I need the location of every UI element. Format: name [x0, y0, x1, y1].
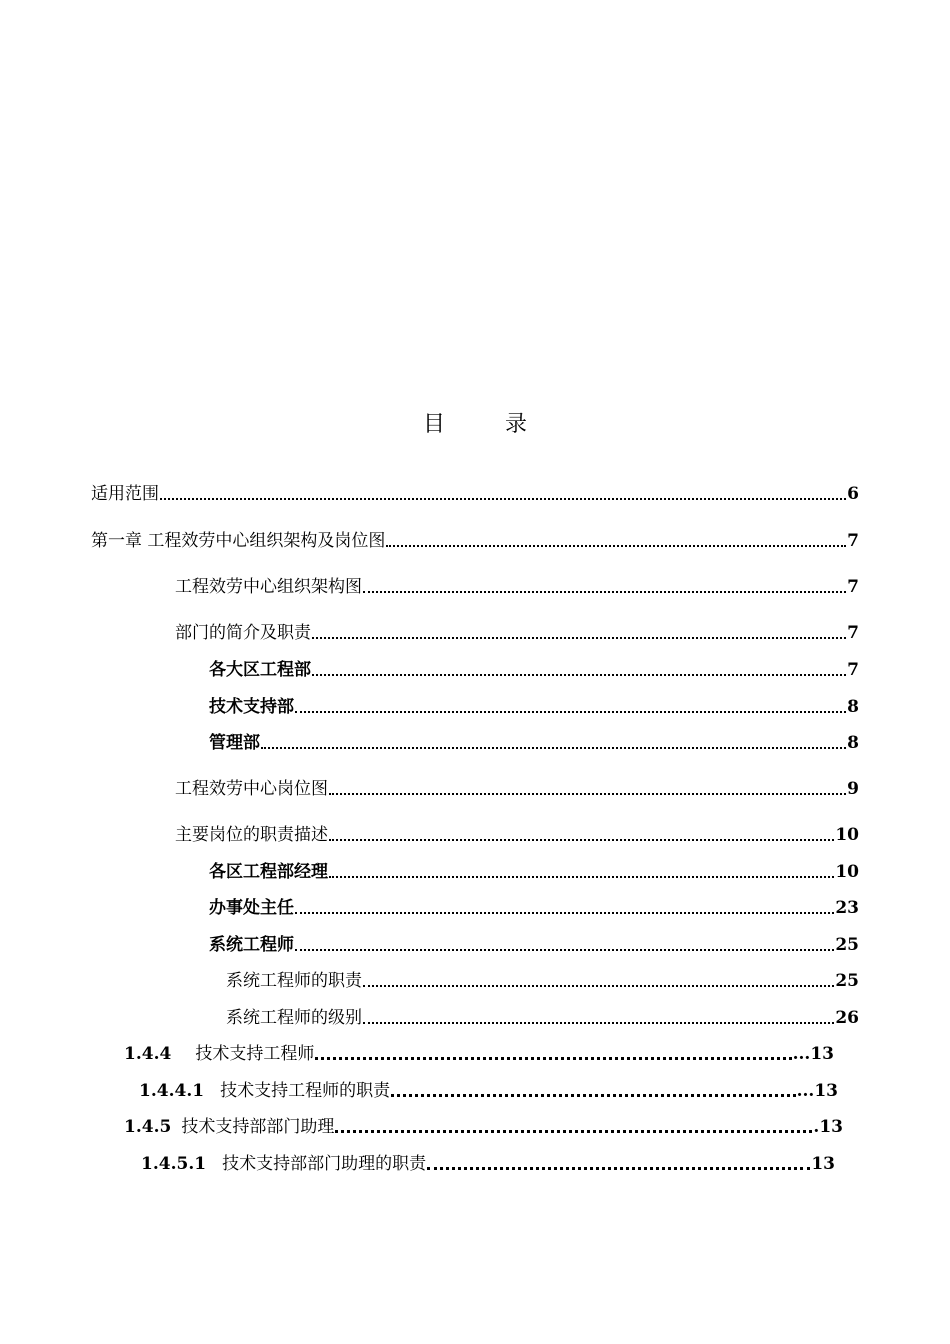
toc-entry-label: 第一章 工程效劳中心组织架构及岗位图: [91, 531, 386, 551]
toc-entry[interactable]: [209, 933, 859, 957]
toc-entry-page: 25: [835, 971, 859, 991]
toc-entry-label: 工程效劳中心岗位图: [175, 779, 328, 799]
toc-leader: [312, 637, 846, 639]
toc-entry[interactable]: [209, 860, 859, 884]
toc-entry-page: .13: [813, 1117, 843, 1137]
toc-entry-page: 8: [847, 733, 859, 753]
toc-entry-page: 7: [847, 531, 859, 551]
toc-leader: [335, 1130, 812, 1133]
toc-title-left: 目: [422, 412, 445, 437]
toc-entry[interactable]: [209, 658, 859, 682]
toc-entry[interactable]: [175, 777, 859, 801]
toc-entry[interactable]: [124, 1042, 834, 1066]
toc-entry-label: 适用范围: [91, 484, 159, 504]
toc-leader: [329, 876, 834, 878]
toc-entry-page: 23: [835, 898, 859, 918]
toc-entry-label: 技术支持部部门助理: [181, 1117, 335, 1137]
toc-entry-label: 各大区工程部: [209, 660, 311, 680]
toc-entry-label: 主要岗位的职责描述: [175, 825, 328, 845]
toc-leader: [329, 793, 846, 795]
toc-leader: [160, 498, 846, 500]
toc-entry-label: 办事处主任: [209, 898, 294, 918]
toc-entry[interactable]: [209, 695, 859, 719]
toc-entry-number: 1.4.4: [124, 1044, 172, 1064]
toc-entry[interactable]: [226, 1006, 859, 1030]
toc-entry[interactable]: [209, 896, 859, 920]
toc-entry[interactable]: [209, 731, 859, 755]
toc-leader: [363, 985, 834, 987]
toc-entry-page: 26: [835, 1008, 859, 1028]
toc-leader: [295, 949, 834, 951]
toc-entry-label: 系统工程师的职责: [226, 971, 362, 991]
toc-entry-label: 系统工程师: [209, 935, 294, 955]
toc-entry-page: 9: [847, 779, 859, 799]
toc-entry[interactable]: [175, 823, 859, 847]
toc-entry-page: ...13: [792, 1044, 834, 1064]
toc-leader: [295, 711, 846, 713]
toc-entry[interactable]: [139, 1079, 838, 1103]
toc-leader: [261, 747, 846, 749]
toc-entry-page: 7: [847, 577, 859, 597]
toc-entry-number: 1.4.4.1: [139, 1081, 205, 1101]
toc-entry-number: 1.4.5: [124, 1117, 172, 1137]
toc-entry[interactable]: [91, 529, 859, 553]
toc-entry-label: 部门的简介及职责: [175, 623, 311, 643]
toc-leader: [312, 674, 846, 676]
toc-entry-label: 系统工程师的级别: [226, 1008, 362, 1028]
toc-entry-number: 1.4.5.1: [141, 1154, 207, 1174]
toc-entry-page: 25: [835, 935, 859, 955]
toc-entry[interactable]: [175, 575, 859, 599]
toc-leader: [391, 1094, 796, 1097]
toc-entry-label: 技术支持部部门助理的职责: [222, 1154, 427, 1174]
toc-leader: [386, 545, 846, 547]
toc-entry-page: ...13: [796, 1081, 838, 1101]
toc-title: [0, 408, 950, 442]
toc-entry-label: 工程效劳中心组织架构图: [175, 577, 362, 597]
toc-entry-page: 7: [847, 623, 859, 643]
toc-entry-label: 管理部: [209, 733, 260, 753]
toc-entry-label: 各区工程部经理: [209, 862, 328, 882]
toc-entry[interactable]: [124, 1115, 843, 1139]
toc-entry-label: 技术支持部: [209, 697, 294, 717]
toc-entry-label: 技术支持工程师: [195, 1044, 315, 1064]
toc-leader: [295, 912, 834, 914]
toc-leader: [315, 1057, 791, 1060]
toc-entry-page: 13: [811, 1154, 835, 1174]
toc-leader: [329, 839, 834, 841]
toc-leader: [427, 1167, 810, 1170]
toc-leader: [363, 1022, 834, 1024]
toc-title-right: 录: [505, 412, 528, 437]
toc-entry[interactable]: [175, 621, 859, 645]
toc-entry-page: 6: [847, 484, 859, 504]
toc-entry-page: 10: [835, 862, 859, 882]
toc-entry-label: 技术支持工程师的职责: [220, 1081, 391, 1101]
toc-leader: [363, 591, 846, 593]
toc-entry-page: 10: [835, 825, 859, 845]
toc-entry-page: 8: [847, 697, 859, 717]
toc-entry[interactable]: [141, 1152, 835, 1176]
toc-entry-page: 7: [847, 660, 859, 680]
toc-entry[interactable]: [91, 482, 859, 506]
toc-entry[interactable]: [226, 969, 859, 993]
